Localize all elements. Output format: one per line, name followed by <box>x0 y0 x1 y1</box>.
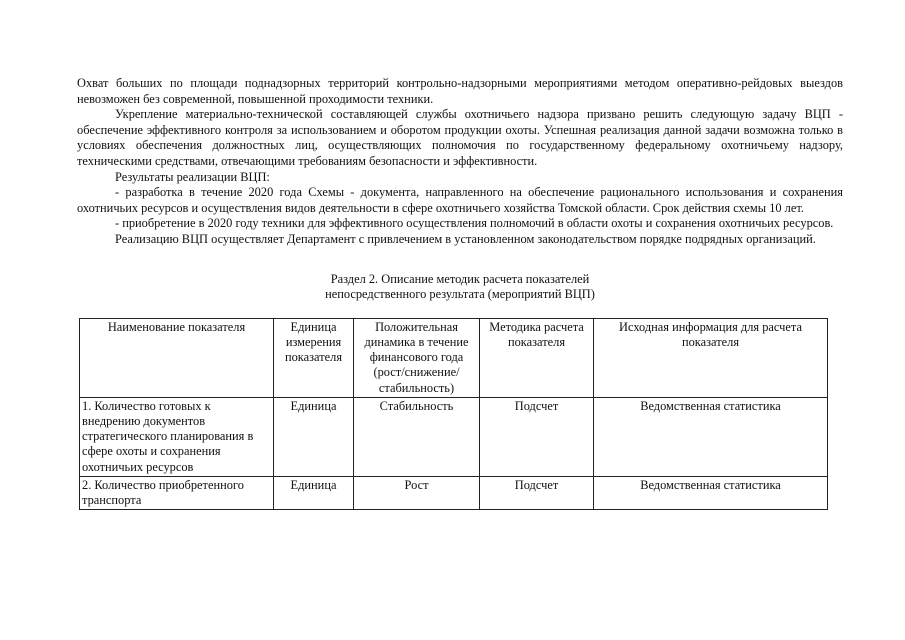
paragraph-1: Охват больших по площади поднадзорных территорий контрольно-надзорными мероприятиями методом оперативно-рейдовых выездов невозможен без современной, повышенной проходимости техники. <box>77 76 843 106</box>
table-row <box>80 397 828 476</box>
paragraph-2: Укрепление материально-технической составляющей службы охотничьего надзора призвано решить следующую задачу ВЦП - обеспечение эффективного контроля за использованием и оборотом продукции охоты. Успешная реализация данной задачи возможна только в условиях обеспечения должностных лиц, осуществляющих полномочия по государственному федеральному охотничьему надзору, техническими средствами, отвечающими требованиям безопасности и эффективности. <box>77 107 843 168</box>
header-indicator-name: Наименование показателя <box>80 318 274 397</box>
paragraph-4: - разработка в течение 2020 года Схемы - документа, направленного на обеспечение рационального использования и сохранения охотничьих ресурсов и осуществления видов деятельности в сфере охотничьего хозяйства Томской области. Срок действия схемы 10 лет. <box>77 185 843 215</box>
cell-source: Ведомственная статистика <box>594 397 828 476</box>
paragraph-3: Результаты реализации ВЦП: <box>115 169 270 184</box>
table-row <box>80 476 828 509</box>
paragraph-6: Реализацию ВЦП осуществляет Департамент с привлечением в установленном законодательством порядке подрядных организаций. <box>115 231 816 246</box>
header-dynamics: Положительная динамика в течение финансового года (рост/снижение/ стабильность) <box>354 318 480 397</box>
paragraph-5: - приобретение в 2020 году техники для эффективного осуществления полномочий в области охоты и сохранения охотничьих ресурсов. <box>115 216 834 231</box>
section-title <box>77 272 843 303</box>
cell-dynamics: Стабильность <box>354 397 480 476</box>
cell-method: Подсчет <box>480 476 594 509</box>
section-title-line-2: непосредственного результата (мероприятий ВЦП) <box>325 287 595 302</box>
table-header-row <box>80 318 828 397</box>
cell-indicator-name: 1. Количество готовых к внедрению документов стратегического планирования в сфере охоты и сохранения охотничьих ресурсов <box>80 397 274 476</box>
cell-dynamics: Рост <box>354 476 480 509</box>
cell-unit: Единица <box>274 397 354 476</box>
cell-indicator-name: 2. Количество приобретенного транспорта <box>80 476 274 509</box>
cell-source: Ведомственная статистика <box>594 476 828 509</box>
section-title-line-1: Раздел 2. Описание методик расчета показателей <box>330 271 590 286</box>
document-page <box>77 76 843 510</box>
cell-unit: Единица <box>274 476 354 509</box>
header-method: Методика расчета показателя <box>480 318 594 397</box>
header-source: Исходная информация для расчета показателя <box>594 318 828 397</box>
indicators-table <box>79 318 828 510</box>
cell-method: Подсчет <box>480 397 594 476</box>
header-unit: Единица измерения показателя <box>274 318 354 397</box>
